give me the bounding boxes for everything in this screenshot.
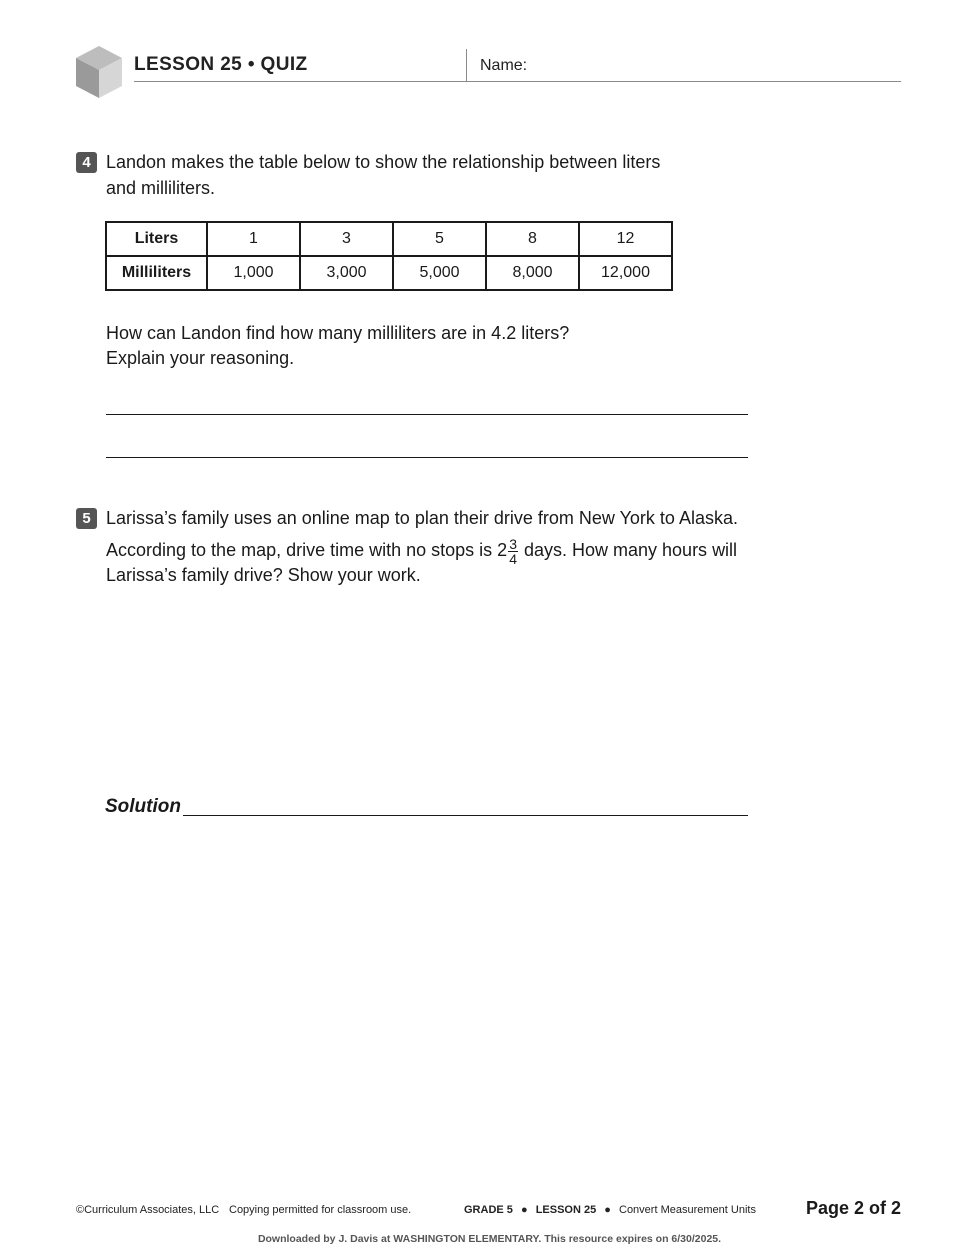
table-cell: 1	[207, 222, 300, 256]
footer-topic: Convert Measurement Units	[619, 1204, 756, 1216]
table-cell: 5,000	[393, 256, 486, 290]
footer-grade: GRADE 5	[464, 1204, 513, 1216]
page-number: Page 2 of 2	[805, 1198, 901, 1218]
table-row-milliliters	[106, 256, 672, 290]
question-number-badge: 4	[76, 152, 97, 173]
question-5-line3: Larissa’s family drive? Show your work.	[106, 564, 421, 585]
solution-label: Solution	[105, 796, 181, 817]
table-cell: 3	[300, 222, 393, 256]
table-cell: 3,000	[300, 256, 393, 290]
table-cell: 8	[486, 222, 579, 256]
liters-milliliters-table	[105, 221, 673, 291]
solution-answer-line[interactable]	[183, 815, 748, 816]
question-4-prompt	[106, 149, 660, 201]
footer-lesson: LESSON 25	[535, 1204, 597, 1216]
footer-copyright: ©Curriculum Associates, LLC	[76, 1204, 220, 1216]
table-row-liters	[106, 222, 672, 256]
mixed-number-fraction	[508, 537, 518, 566]
fraction-numerator: 3	[509, 535, 517, 552]
row-header-milliliters: Milliliters	[106, 256, 207, 290]
table-cell: 8,000	[486, 256, 579, 290]
download-notice: Downloaded by J. Davis at WASHINGTON ELEMENTARY. This resource expires on 6/30/2025.	[257, 1233, 722, 1245]
lesson-title: LESSON 25 • QUIZ	[134, 54, 308, 75]
bullet-separator: ●	[520, 1204, 528, 1216]
question-number-badge: 5	[76, 508, 97, 529]
table-cell: 1,000	[207, 256, 300, 290]
table-cell: 5	[393, 222, 486, 256]
question-4-question-line2: Explain your reasoning.	[106, 348, 295, 368]
answer-line-2[interactable]	[106, 457, 748, 458]
footer-copying-note: Copying permitted for classroom use.	[229, 1204, 412, 1216]
name-field-line[interactable]	[134, 81, 901, 82]
table-cell: 12,000	[579, 256, 672, 290]
header-separator	[466, 49, 467, 82]
question-4-prompt-line1: Landon makes the table below to show the relationship between liters	[106, 152, 661, 172]
footer-course-info	[464, 1204, 756, 1216]
question-5-line2-end: days. How many hours will	[518, 540, 738, 560]
cube-logo-icon	[74, 44, 124, 100]
table-cell: 12	[579, 222, 672, 256]
question-5-line2-start: According to the map, drive time with no stops is 2	[106, 540, 508, 560]
row-header-liters: Liters	[106, 222, 207, 256]
question-4-question-line1: How can Landon find how many milliliters are in 4.2 liters?	[106, 323, 570, 343]
question-4-prompt-line2: and milliliters.	[106, 178, 216, 198]
name-label: Name:	[480, 57, 528, 74]
answer-line-1[interactable]	[106, 414, 748, 415]
question-5-prompt	[106, 505, 738, 588]
question-4-question	[106, 321, 569, 371]
fraction-denominator: 4	[509, 550, 517, 567]
bullet-separator: ●	[604, 1204, 611, 1216]
question-5-line1: Larissa’s family uses an online map to plan their drive from New York to Alaska.	[106, 508, 738, 528]
